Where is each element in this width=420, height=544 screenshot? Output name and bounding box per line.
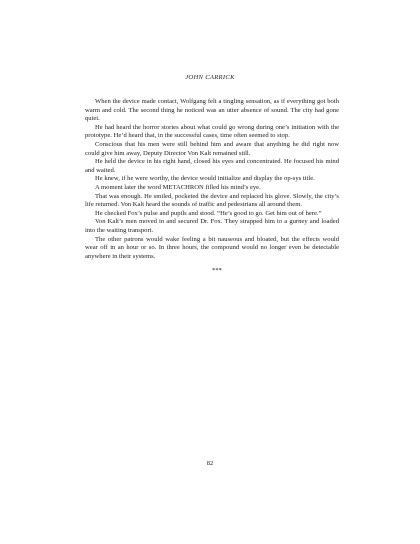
paragraph: Von Kalt’s men moved in and secured Dr. Fox. They strapped him to a gurney and loaded into the waiting transport. bbox=[85, 218, 339, 234]
running-header: JOHN CARRICK bbox=[185, 74, 235, 81]
body-text bbox=[85, 98, 339, 276]
paragraph: When the device made contact, Wolfgang felt a tingling sensation, as if everything got both warm and cold. The second thing he noticed was an utter absence of sound. The city had gone quiet. bbox=[85, 98, 339, 123]
paragraph: He checked Fox’s pulse and pupils and stood. “He’s good to go. Get him out of here.” bbox=[95, 209, 322, 217]
paragraph: He had heard the horror stories about what could go wrong during one’s initiation with the prototype. He’d heard that, in the successful cases, time often seemed to stop. bbox=[85, 123, 339, 140]
paragraph: A moment later the word METACHRON filled his mind’s eye. bbox=[95, 183, 261, 191]
page-number: 82 bbox=[206, 460, 214, 467]
scene-break: *** bbox=[212, 267, 222, 275]
paragraph: He held the device in his right hand, closed his eyes and concentrated. He focused his mind and waited. bbox=[85, 158, 339, 174]
paragraph: Conscious that his men were still behind him and aware that anything he did right now could give him away, Deputy Director Von Kalt remained still. bbox=[85, 140, 339, 157]
paragraph: The other patrons would wake feeling a bit nauseous and bloated, but the effects would wear off in an hour or so. In three hours, the compound would no longer even be detectable anywhere in their systems. bbox=[85, 235, 339, 260]
paragraph: That was enough. He smiled, pocketed the device and replaced his glove. Slowly, the city’s life returned. Von Kalt heard the sounds of traffic and pedestrians all around them. bbox=[85, 192, 339, 209]
paragraph: He knew, if he were worthy, the device would initialize and display the op-sys title. bbox=[95, 175, 315, 183]
